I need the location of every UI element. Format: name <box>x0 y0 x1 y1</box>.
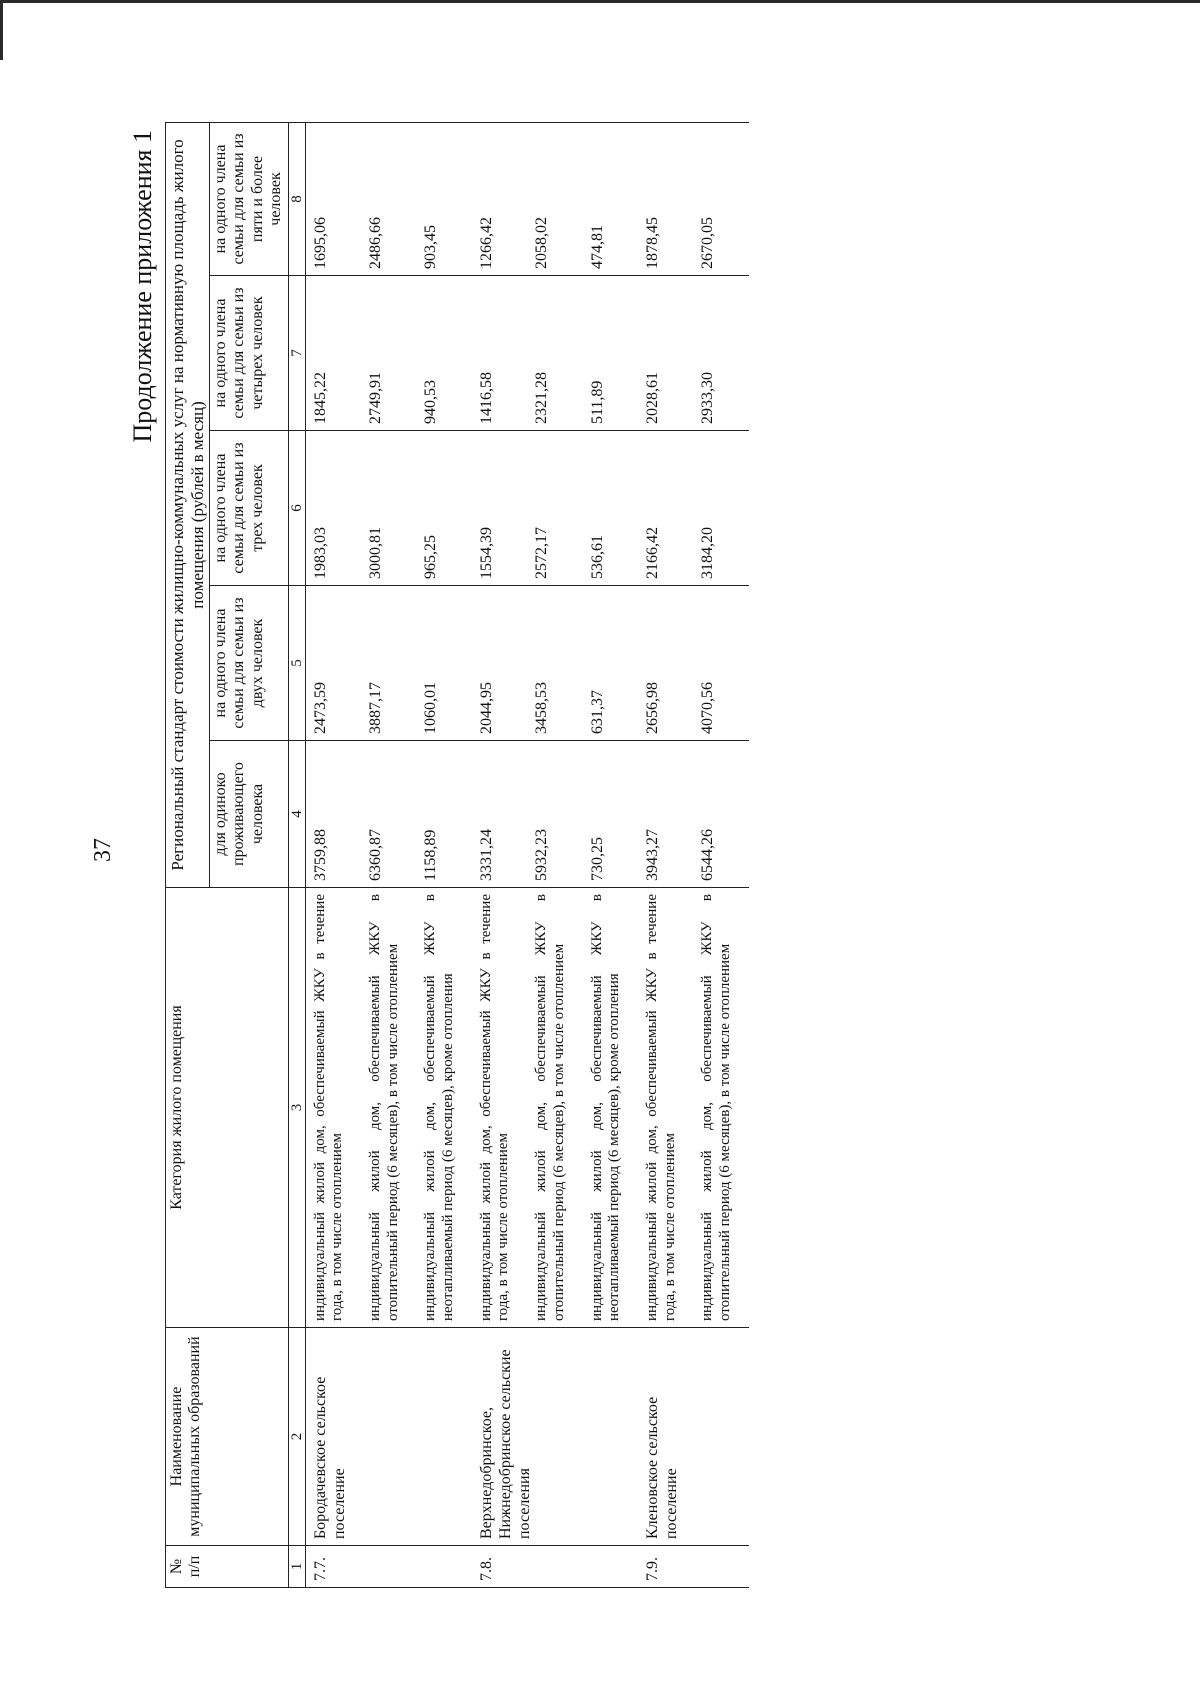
cost-value-5: 631,37 <box>583 586 638 741</box>
table-row <box>305 122 361 1587</box>
cost-value-8: 1878,45 <box>638 122 693 275</box>
cost-value-7: 940,53 <box>416 276 471 431</box>
cost-value-4: 1158,89 <box>416 741 471 888</box>
cost-value-7: 2749,91 <box>361 276 416 431</box>
header-col-5: на одного члена семьи для семьи из двух человек <box>210 586 289 741</box>
header-col-8: на одного члена семьи для семьи из пяти и более человек <box>210 122 289 275</box>
column-number: 8 <box>288 122 305 275</box>
cost-value-8: 1695,06 <box>305 122 361 275</box>
cost-value-8: 1266,42 <box>472 122 527 275</box>
table-body <box>305 122 749 1587</box>
header-col-4: для одиноко проживающего человека <box>210 741 289 888</box>
cost-value-8: 2058,02 <box>527 122 582 275</box>
cost-value-5: 3887,17 <box>361 586 416 741</box>
cost-value-6: 1554,39 <box>472 431 527 586</box>
cost-value-6: 2572,17 <box>527 431 582 586</box>
cost-value-8: 474,81 <box>583 122 638 275</box>
header-municipality: Наименование муниципальных образований <box>166 1328 289 1546</box>
cost-value-4: 6360,87 <box>361 741 416 888</box>
column-number: 2 <box>288 1328 305 1546</box>
cost-value-4: 5932,23 <box>527 741 582 888</box>
cost-value-7: 2028,61 <box>638 276 693 431</box>
header-group-title: Региональный стандарт стоимости жилищно-коммунальных услуг на нормативную площадь жилого помещения (рублей в месяц) <box>166 122 210 887</box>
header-no: № п/п <box>166 1546 289 1588</box>
cost-value-6: 3000,81 <box>361 431 416 586</box>
row-number: 7.7. <box>305 1546 472 1588</box>
column-number: 6 <box>288 431 305 586</box>
cost-value-5: 3458,53 <box>527 586 582 741</box>
municipality-name: Кленовское сельское поселение <box>638 1328 749 1546</box>
cost-value-6: 1983,03 <box>305 431 361 586</box>
header-col-6: на одного члена семьи для семьи из трех человек <box>210 431 289 586</box>
cost-value-5: 2044,95 <box>472 586 527 741</box>
cost-value-7: 2933,30 <box>693 276 748 431</box>
page-number: 37 <box>90 838 116 862</box>
row-number: 7.9. <box>638 1546 749 1588</box>
cost-value-5: 4070,56 <box>693 586 748 741</box>
cost-value-7: 2321,28 <box>527 276 582 431</box>
municipality-name: Верхнедобринское, Нижнедобринское сельские поселения <box>472 1328 638 1546</box>
cost-value-6: 536,61 <box>583 431 638 586</box>
column-number: 5 <box>288 586 305 741</box>
cost-value-4: 3331,24 <box>472 741 527 888</box>
cost-value-7: 1416,58 <box>472 276 527 431</box>
cost-value-4: 730,25 <box>583 741 638 888</box>
cost-value-8: 2670,05 <box>693 122 748 275</box>
cost-value-7: 1845,22 <box>305 276 361 431</box>
cost-value-4: 3759,88 <box>305 741 361 888</box>
column-number: 3 <box>288 888 305 1328</box>
cost-value-7: 511,89 <box>583 276 638 431</box>
header-col-7: на одного члена семьи для семьи из четырех человек <box>210 276 289 431</box>
cost-value-6: 2166,42 <box>638 431 693 586</box>
housing-category: индивидуальный жилой дом, обеспечиваемый ЖКУ в течение года, в том числе отоплением <box>472 888 527 1328</box>
housing-category: индивидуальный жилой дом, обеспечиваемый ЖКУ в отопительный период (6 месяцев), в том числе отоплением <box>361 888 416 1328</box>
cost-value-5: 2473,59 <box>305 586 361 741</box>
housing-category: индивидуальный жилой дом, обеспечиваемый ЖКУ в течение года, в том числе отоплением <box>638 888 693 1328</box>
cost-value-4: 3943,27 <box>638 741 693 888</box>
column-number: 4 <box>288 741 305 888</box>
document-page <box>70 90 1130 1610</box>
housing-category: индивидуальный жилой дом, обеспечиваемый ЖКУ в отопительный период (6 месяцев), в том числе отоплением <box>527 888 582 1328</box>
housing-category: индивидуальный жилой дом, обеспечиваемый ЖКУ в течение года, в том числе отоплением <box>305 888 361 1328</box>
housing-category: индивидуальный жилой дом, обеспечиваемый ЖКУ в отопительный период (6 месяцев), в том числе отоплением <box>693 888 748 1328</box>
cost-value-6: 3184,20 <box>693 431 748 586</box>
column-number: 1 <box>288 1546 305 1588</box>
table-row <box>638 122 693 1587</box>
cost-value-8: 2486,66 <box>361 122 416 275</box>
cost-standard-table <box>165 122 749 1588</box>
column-number: 7 <box>288 276 305 431</box>
housing-category: индивидуальный жилой дом, обеспечиваемый ЖКУ в неотапливаемый период (6 месяцев), кроме отопления <box>583 888 638 1328</box>
sheet-title: Продолжение приложения 1 <box>128 130 157 443</box>
table-row <box>472 122 527 1587</box>
cost-value-4: 6544,26 <box>693 741 748 888</box>
cost-value-6: 965,25 <box>416 431 471 586</box>
scan-edge <box>0 0 1200 3</box>
scan-edge <box>0 0 3 60</box>
cost-value-5: 1060,01 <box>416 586 471 741</box>
row-number: 7.8. <box>472 1546 638 1588</box>
housing-category: индивидуальный жилой дом, обеспечиваемый ЖКУ в неотапливаемый период (6 месяцев), кроме отопления <box>416 888 471 1328</box>
cost-value-5: 2656,98 <box>638 586 693 741</box>
header-category: Категория жилого помещения <box>166 888 289 1328</box>
cost-value-8: 903,45 <box>416 122 471 275</box>
municipality-name: Бородачевское сельское поселение <box>305 1328 472 1546</box>
